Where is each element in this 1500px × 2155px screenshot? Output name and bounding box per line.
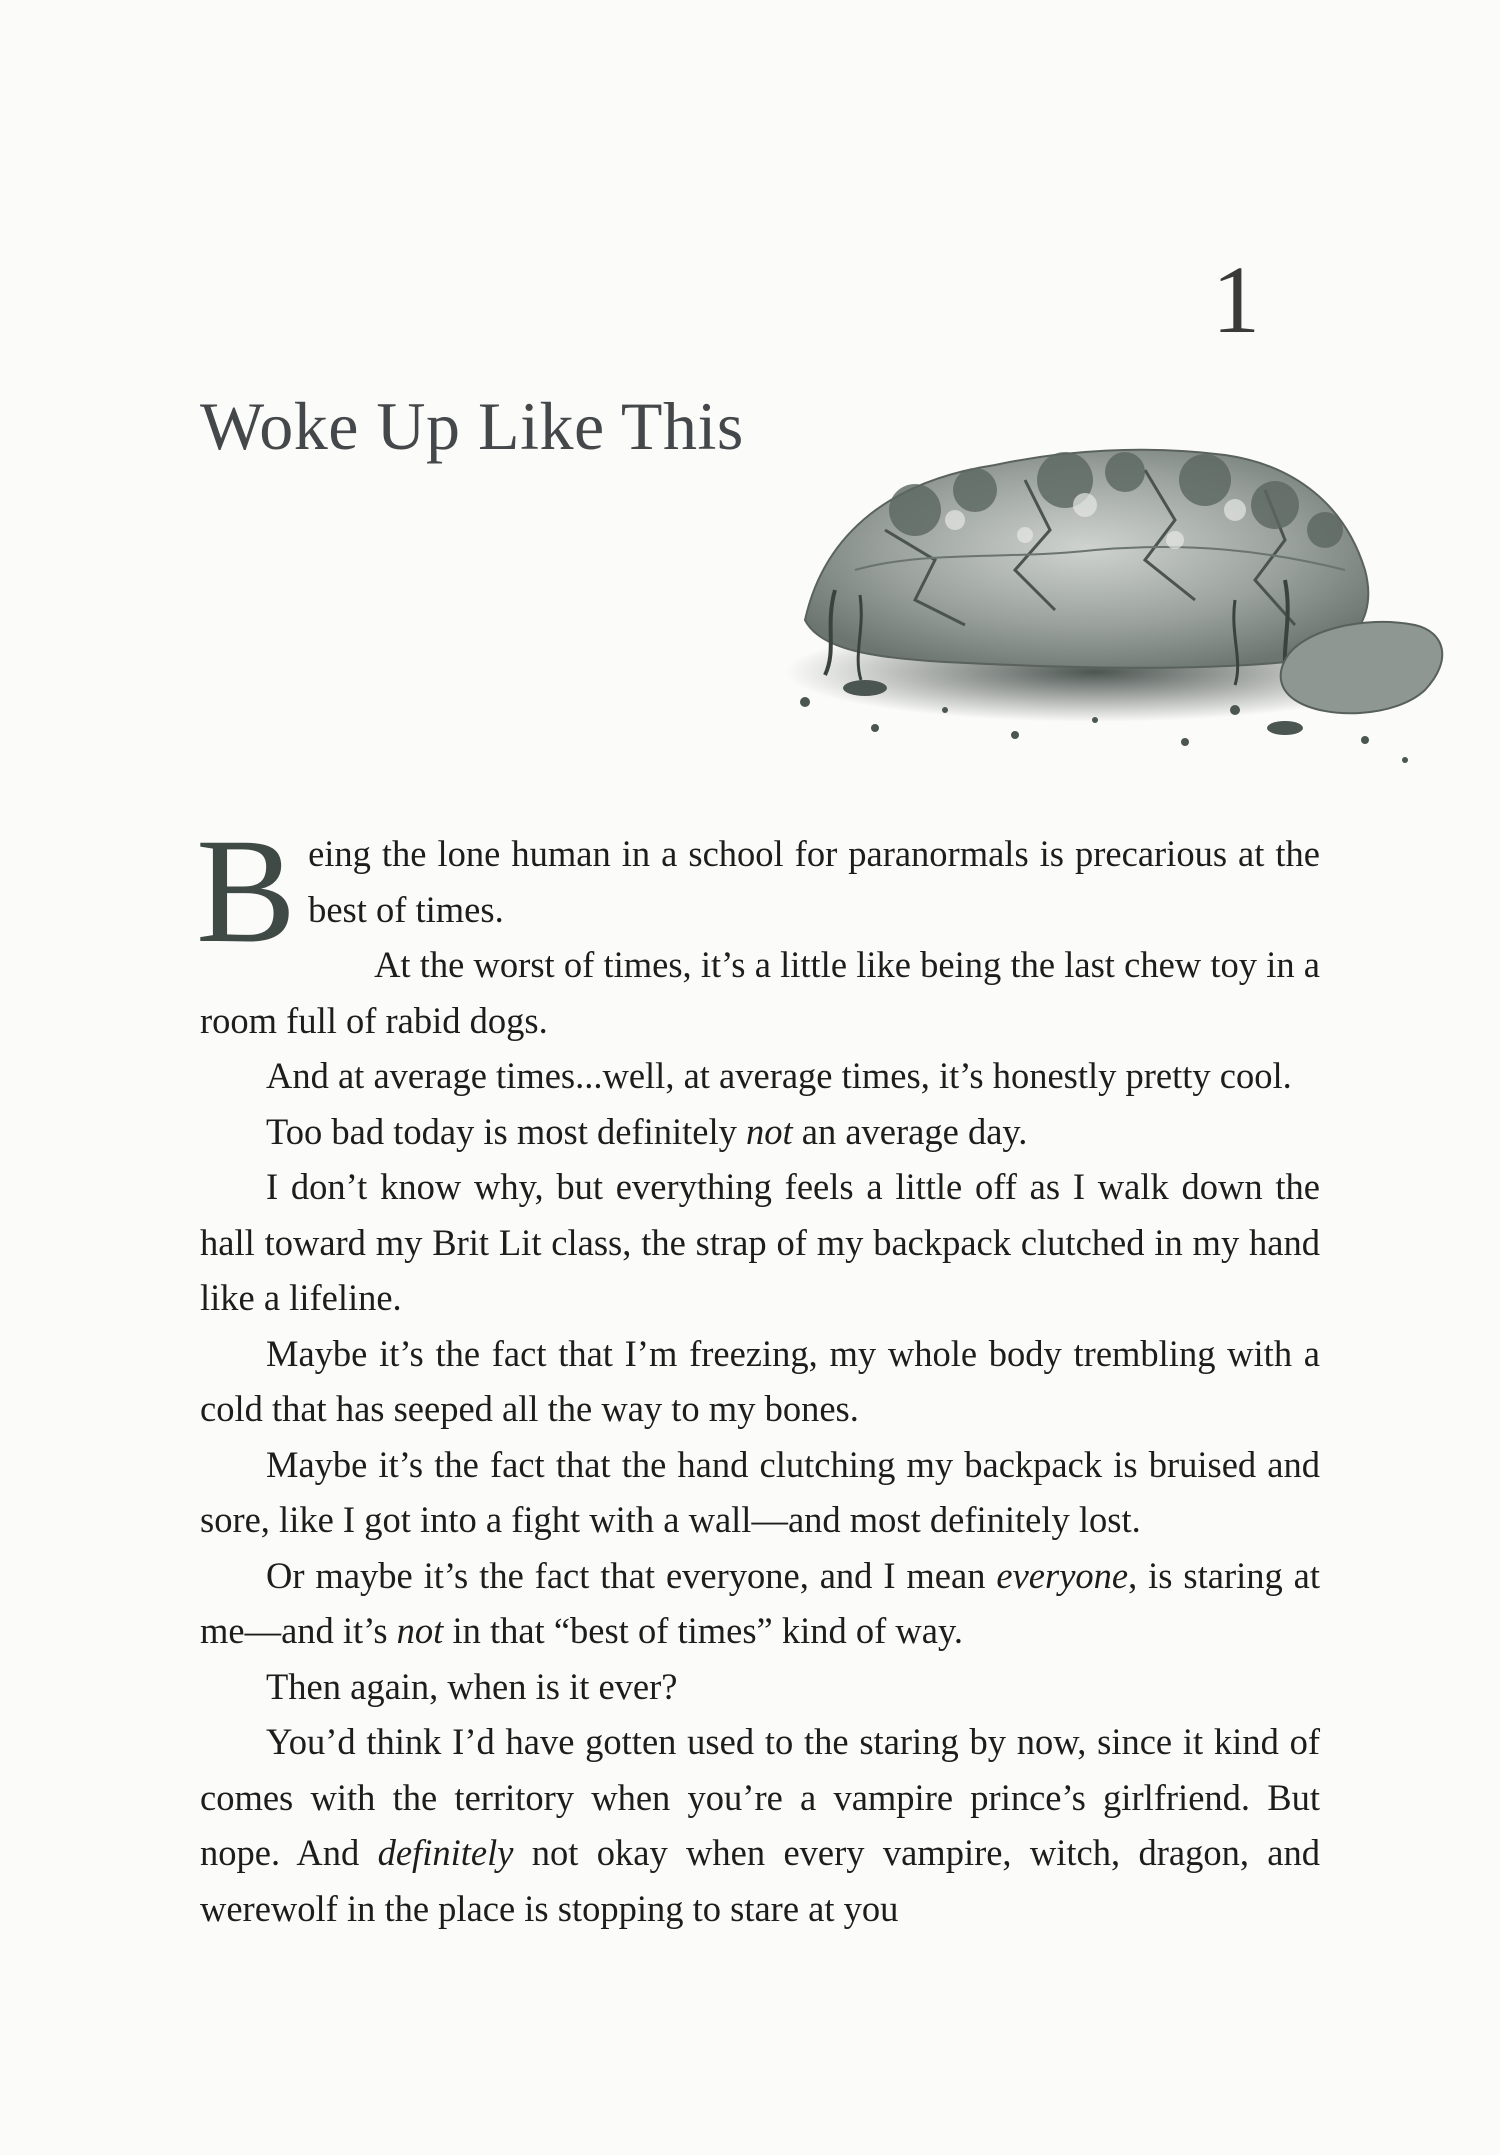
emphasis: not [746,1110,793,1152]
emphasis: definitely [377,1832,514,1873]
paragraph: I don’t know why, but everything feels a little off as I walk down the hall toward my Brit Lit class, the strap of my backpack clutched in my hand like a lifeline. [200,1166,1320,1318]
chapter-number: 1 [1212,246,1260,353]
paragraph: And at average times...well, at average times, it’s honestly pretty cool. [266,1055,1292,1096]
chapter-body-text [196,808,1321,1936]
text-run: You’d think I’d have gotten used to the staring by now, since it kind of comes with the territory when you’re a vampire prince’s girlfriend. But nope. And [200,1721,1320,1873]
paragraph [200,1104,1320,1160]
paragraph: At the worst of times, it’s a little like being the last chew toy in a room full of rabid dogs. [200,944,1320,1041]
rock-rubble-illustration [765,410,1455,800]
paragraph [200,1548,1320,1659]
emphasis: not [396,1610,444,1651]
paragraph-text: eing the lone human in a school for paranormals is precarious at the best of times. [308,833,1320,930]
paragraph: Maybe it’s the fact that the hand clutching my backpack is bruised and sore, like I got into a fight with a wall—and most definitely lost. [200,1443,1320,1540]
text-run: an average day. [792,1110,1028,1152]
text-run: Or maybe it’s the fact that everyone, and I mean [266,1554,997,1596]
text-run: not okay when every vampire, witch, dragon, and werewolf in the place is stopping to stare at you [200,1832,1320,1929]
paragraph [200,1714,1320,1936]
emphasis: everyone [996,1554,1129,1596]
text-run: , is staring at me—and it’s [200,1554,1321,1651]
chapter-title: Woke Up Like This [200,388,744,464]
drop-cap: B [196,808,297,974]
paragraph [196,808,1320,974]
text-run: in that “best of times” kind of way. [443,1610,963,1651]
paragraph: Maybe it’s the fact that I’m freezing, my whole body trembling with a cold that has seeped all the way to my bones. [200,1332,1320,1429]
paragraph: Then again, when is it ever? [266,1665,678,1707]
text-run: Too bad today is most definitely [266,1110,746,1152]
